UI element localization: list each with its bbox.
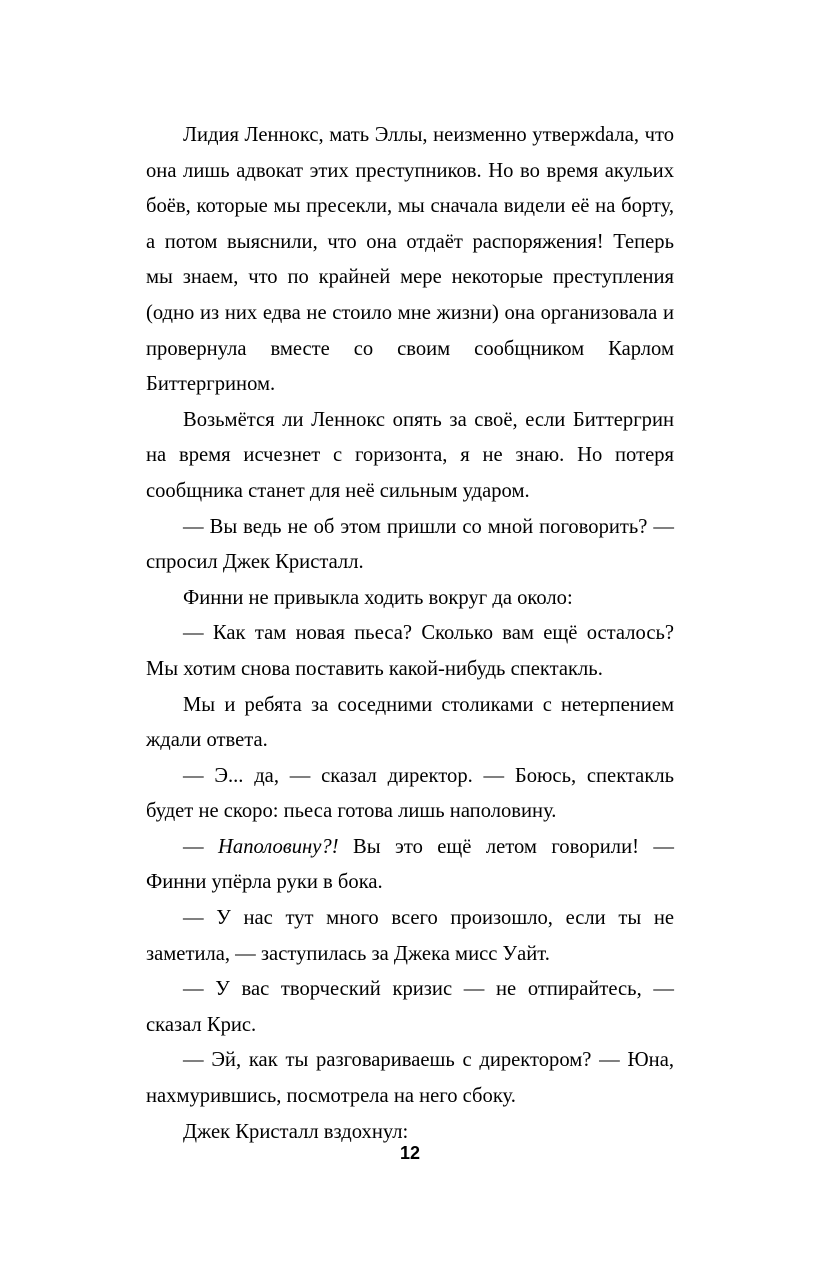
emphasized-phrase: Наполовину?!: [218, 835, 339, 858]
paragraph: Финни не привыкла ходить вокруг да около:: [183, 586, 573, 609]
paragraph: — У нас тут много всего произошло, если ты не заметила, — заступилась за Джека мисс Уайт.: [146, 907, 674, 965]
paragraph-remainder: Вы это ещё летом говорили! — Финни упёрла руки в бока.: [146, 835, 674, 894]
paragraph: Лидия Леннокс, мать Эллы, неизменно утвержdала, что она лишь адвокат этих преступников. Но во время акульих боёв, которые мы пресекли, мы сначала видели её на борту, а потом выяснили, что она отдаёт распоряжения! Теперь мы знаем, что по крайней мере некоторые преступления (одно из них едва не стоило мне жизни) она организовала и провернула вместе со своим сообщником Карлом Биттергрином.: [146, 124, 674, 396]
page-number: 12: [399, 1143, 421, 1163]
paragraph: — Эй, как ты разговариваешь с директором? — Юна, нахмурившись, посмотрела на него сбоку.: [146, 1049, 674, 1108]
paragraph: — Вы ведь не об этом пришли со мной поговорить? — спросил Джек Кристалл.: [146, 515, 674, 574]
paragraph-with-emphasis: [146, 830, 674, 901]
paragraph: — Э... да, — сказал директор. — Боюсь, спектакль будет не скоро: пьеса готова лишь наполовину.: [146, 764, 674, 823]
paragraph: Возьмётся ли Леннокс опять за своё, если Биттергрин на время исчезнет с горизонта, я не знаю. Но потеря сообщника станет для неё сильным ударом.: [146, 408, 674, 502]
paragraph: Джек Кристалл вздохнул:: [183, 1120, 409, 1143]
body-text-column: [146, 118, 674, 1150]
dialogue-dash: —: [183, 835, 219, 858]
paragraph: — Как там новая пьеса? Сколько вам ещё осталось? Мы хотим снова поставить какой-нибудь спектакль.: [146, 622, 674, 680]
paragraph: — У вас творческий кризис — не отпирайтесь, — сказал Крис.: [146, 978, 674, 1036]
paragraph: Мы и ребята за соседними столиками с нетерпением ждали ответа.: [146, 693, 674, 752]
